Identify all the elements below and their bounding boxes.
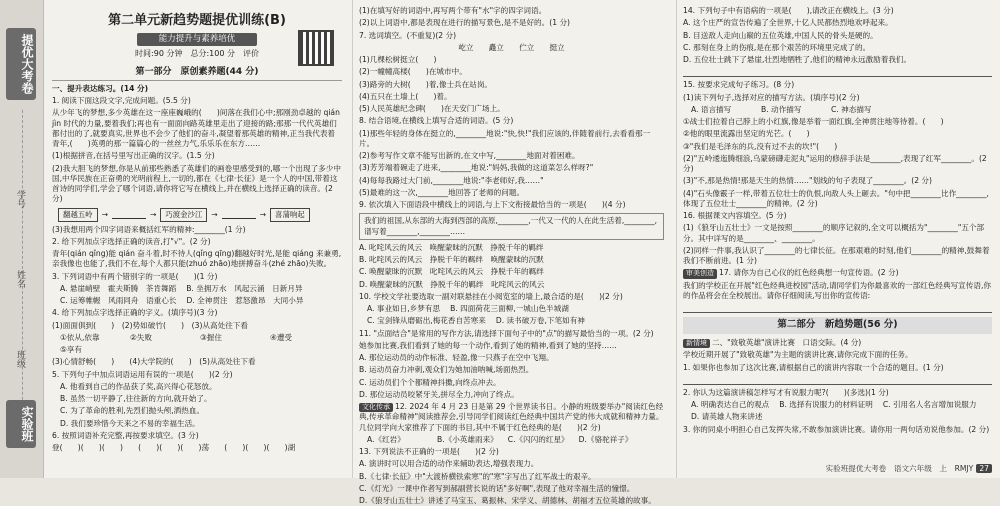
page-number: 27 (976, 464, 992, 473)
question-1-text: 从少年飞的梦想,多少英雄在这一座座巍峨的( )间落在我们心中;那刚劲卓越的 qián jìn 时代的力量,要着我们;再也有一面面向路英雄里走出了迎接的路;那那一代代英雄们都付出的了,就要真实,世界也不会少了他们的奋斗,凝望着那英雄的精神,正当我代表着青年,( )英勇的那一篇篇心的一丝丝力气,乐乐乐在东方…… (52, 108, 340, 149)
question-4-options (60, 333, 342, 356)
option[interactable]: C. 宝剑锋从磨砺出,梅花香自苦寒来 (367, 316, 486, 326)
question-17-desc: 我们的学校正在开展"红色经典进校园"活动,请同学们为你最喜欢的一部红色经典写宣传语,你的作品将会在全校展出。请你仔细阅读,写出你的宣传语: (683, 280, 991, 300)
fill-line: (2)参考写作文章不能写出新的,在文中写,________地面对着困难。 (359, 151, 580, 160)
option[interactable]: C. 为了革命的胜利,先烈们抛头颅,洒热血。 (60, 406, 205, 416)
question-15: 15. 按要求完成句子练习。(8 分) (683, 80, 795, 90)
option[interactable]: B. 四面荷花三面柳,一城山色半城湖 (450, 304, 569, 313)
option[interactable]: A. 演讲时可以用合适的动作来辅助表达,增强表现力。 (359, 459, 539, 469)
part2-question-1: 1. 如果你也参加了这次比赛,请根据自己的演讲内容取一个合适的题目。(1 分) (683, 362, 944, 372)
fill-line: (5)最难的这一次,________地回答了老师的问题。 (359, 187, 525, 197)
option[interactable]: C. 唤醒蒙昧的沉默 叱咤风云的风云 挣脱千年的羁绊 (359, 267, 544, 277)
question-5: 5. 下列句子中加点词语运用有误的一项是( )(2 分) (52, 369, 233, 379)
question-6: 6. 按照词语补充完整,再按要求填空。(3 分) (52, 430, 199, 440)
part2-heading: 第二部分 新趋势题(56 分) (683, 317, 992, 334)
option[interactable]: D.《狼牙山五壮士》讲述了马宝玉、葛振林、宋学义、胡德林、胡福才五位英雄的故事。 (359, 496, 656, 506)
part1-heading: 第一部分 原创素养题(44 分) (52, 66, 342, 81)
question-4-text: (1)面面俱到( ) (2)势如破竹( ) (3)从高处往下看 (52, 320, 248, 330)
option[interactable]: C. 神态描写 (831, 104, 872, 114)
aesthetic-tag: 审美创造 (683, 269, 717, 278)
option[interactable]: A.《红岩》 (367, 434, 405, 444)
question-15-4: (4)"石头像霰子一样,带着五位壮士的仇恨,向敌人头上砸去。"句中把________比作________,体现了五位壮士________的精神。(2 分) (683, 188, 989, 208)
question-15-1-options (691, 105, 992, 115)
question-9-passage: 我们的祖国,从东部的大海到西部的高原,________,一代又一代的人在此生活着,________,谱写着________,________…… (359, 213, 664, 240)
part2-question-2-options (691, 400, 992, 423)
question-1: 1. 阅读下面这段文字,完成问题。(5.5 分) (52, 96, 191, 106)
question-6-cont2: (2)以上词语中,都是表现在进行的描写景色,是不是好的。(1 分) (359, 18, 571, 28)
column-left (48, 0, 346, 478)
route-step: 翻越五岭 (58, 208, 98, 222)
question-8: 8. 结合语境,在横线上填写合适的词语。(5 分) (359, 116, 514, 126)
option[interactable]: B.《小英雄雨来》 (437, 434, 498, 444)
column-middle (352, 0, 670, 506)
word-bank: 屹立 矗立 伫立 挺立 (458, 42, 565, 52)
fill-line: ③"我们是毛泽东的兵,没有过不去的坎!"( ) (683, 141, 838, 151)
option[interactable]: ④遭受 (270, 332, 292, 342)
arrow-icon: → (259, 209, 267, 219)
answer-line[interactable] (683, 376, 992, 385)
option[interactable]: D. 读书破万卷,下笔如有神 (495, 316, 585, 326)
fill-line: (4)五只在土墙上( )着。 (359, 91, 452, 101)
question-16: 16. 根据课文内容填空。(5 分) (683, 211, 787, 220)
option[interactable]: A. 这个庄严的宣告传遍了全世界,十亿人民都热烈地欢呼起来。 (683, 18, 893, 28)
option[interactable]: B. 运动员奋力冲刺,观众们为她加油呐喊,场面热烈。 (359, 365, 534, 375)
route-flow (58, 208, 342, 222)
question-17-text: 17. 请你为自己心仪的红色经典想一句宣传语。(2 分) (719, 268, 899, 278)
question-4-more: (3)心情舒畅( ) (4)大学院的( ) (5)从高处往下看 (52, 357, 256, 367)
page-subtitle: 能力提升与素养培优 (137, 33, 257, 46)
option[interactable]: A. 事业如日,乡梦有思 (367, 304, 441, 313)
answer-blank[interactable] (222, 211, 256, 219)
option[interactable]: C. 运筹帷幄 风雨同舟 语重心长 (60, 296, 177, 306)
question-12-options (367, 435, 664, 445)
question-10-options (367, 304, 664, 327)
option[interactable]: ③握住 (200, 332, 222, 342)
question-3: 3. 下列词语中有两个错别字的一项是( )(1 分) (52, 271, 218, 281)
field-class: 班级 (15, 350, 25, 368)
question-5-options (60, 382, 342, 429)
option[interactable]: D. 我们要珍惜今天来之不易的幸福生活。 (60, 418, 200, 428)
question-6-text: 登( )( )( ) ( )( )( )荡 ( )( )( )湖 (52, 443, 296, 453)
qr-code-icon (298, 30, 334, 66)
option[interactable]: ⑤享有 (60, 345, 82, 355)
arrow-icon: → (211, 209, 218, 219)
option[interactable]: D. 五位壮士跳下了悬崖,壮烈地牺牲了,他们的精神永远激励着我们。 (683, 55, 912, 64)
option[interactable]: A. 语言描写 (691, 104, 732, 114)
question-4: 4. 给下列加点字选择正确的字义。(填序号)(3 分) (52, 308, 218, 318)
option[interactable]: D. 请英雄人物来讲述 (691, 412, 763, 422)
arrow-icon: → (149, 209, 157, 219)
option[interactable]: C. 运动员们个个都精神抖擞,向终点冲去。 (359, 377, 501, 387)
arrow-icon: → (101, 209, 108, 219)
footer-text: 实验班提优大考卷 语文六年级 上 RMJY (825, 464, 974, 473)
option[interactable]: A. 悬崖峭壁 霍夫斯腾 茶肯舞蹈 (60, 283, 177, 293)
answer-line[interactable] (683, 304, 992, 313)
page-title: 第二单元新趋势题提优训练(B) (108, 13, 286, 28)
fill-line: (3)路旁的大树( )着,像士兵在站岗。 (359, 79, 493, 89)
route-step: 喜蒲响起 (270, 208, 310, 222)
question-11-text: 她参加比赛,我们看到了她的每一个动作,看到了她的精神,看到了她的坚持…… (359, 340, 617, 350)
option[interactable]: D.《骆驼祥子》 (578, 434, 633, 444)
option[interactable]: A. 明确表达自己的观点 (691, 400, 770, 410)
new-context-tag: 新情境 (683, 339, 710, 348)
question-15-3: (3)"不,那是热情!那是天生的热情……"划线的句子表现了________。(2 分) (683, 176, 932, 186)
question-2: 2. 给下列加点字选择正确的读音,打"√"。(2 分) (52, 236, 211, 246)
option[interactable]: C.《灯光》一课中作者写到郝副营长说的话"多好啊",表现了他对幸福生活的憧憬。 (359, 483, 635, 493)
question-16-1: (1)《狼牙山五壮士》一文是按照________的顺序记叙的,全文可以概括为"________"五个部分。其中详写的是________、________。 (683, 223, 985, 243)
part2-intro: 学校近期开展了"致敬英雄"为主题的演讲比赛,请你完成下面的任务。 (683, 350, 913, 360)
part2-section (683, 338, 992, 348)
part2-question-2: 2. 你认为这篇演讲稿怎样写才有说服力呢?( )(多选)(1 分) (683, 387, 889, 397)
option[interactable]: B. 选择有说服力的材料证明 (779, 400, 873, 410)
option[interactable]: B. 动作描写 (761, 104, 802, 114)
option[interactable]: A. 他看到自己的作品获了奖,高兴得心花怒放。 (60, 381, 217, 391)
column-right (676, 0, 998, 478)
question-1-1: (1)根据拼音,在括号里写出正确的汉字。(1.5 分) (52, 151, 215, 161)
option[interactable]: C. 引用名人名言增加说服力 (882, 400, 977, 410)
section-heading: 一、提升表达练习。(14 分) (52, 83, 149, 93)
question-13: 13. 下列说法不正确的一项是( )(2 分) (359, 447, 499, 457)
option[interactable]: C.《闪闪的红星》 (507, 434, 569, 444)
part2-question-3: 3. 你的同桌小明担心自己发挥失常,不敢参加演讲比赛。请你用一两句话劝说他参加。(2 分) (683, 424, 990, 434)
question-16-2: (2)同样一件事,我认识了________的七律长征。在那艰难的时刻,他们________的精神,鼓舞着我们不断前进。(1 分) (683, 245, 990, 265)
fill-line: (1)那些年轻的身体在挺立的,________地说:"快,快!"我们应该的,伴随着前行,去看看那一片。 (359, 128, 651, 148)
option[interactable]: C. 那刻在身上的伤痕,是在那个艰苦的环境里完成了的。 (683, 42, 871, 52)
spine-tab-bottom: 实验班 (6, 400, 36, 448)
fill-line: (4)每每我路过大门前,________地说:"李老师好,我……" (359, 175, 544, 185)
option[interactable]: D. 那位运动员咬紧牙关,拼尽全力,冲向了终点。 (359, 389, 519, 399)
field-student-no: 学号 (15, 190, 25, 208)
option[interactable]: B. 叱咤风云的风云 挣脱千年的羁绊 唤醒蒙昧的沉默 (359, 255, 544, 264)
part2-section-title: 二、"致敬英雄"演讲比赛 口语交际。(4 分) (712, 338, 862, 347)
option[interactable]: A. 那位运动员的动作标准、轻盈,像一只燕子在空中飞翔。 (359, 353, 554, 362)
option[interactable]: ②失败 (130, 332, 152, 342)
question-9: 9. 依次填入下面语段中横线上的词语,与上下文衔接最恰当的一项是( )(4 分) (359, 200, 626, 209)
spine-tab-top: 提优大考卷 (6, 28, 36, 100)
option[interactable]: D. 唤醒蒙昧的沉默 挣脱千年的羁绊 叱咤风云的风云 (359, 279, 545, 289)
question-7: 7. 选词填空。(不重复)(2 分) (359, 30, 457, 40)
option[interactable]: D. 全神贯注 惹怒激昂 大同小异 (186, 296, 304, 306)
option[interactable]: B.《七律·长征》中"大渡桥横铁索寒"的"寒"字写出了红军战士的艰辛。 (359, 471, 596, 481)
question-15-1: (1)读下列句子,选择对应的描写方法。(填序号)(2 分) (683, 92, 860, 102)
answer-blank[interactable] (112, 211, 146, 219)
question-1-3: (3)我想用两个四字词语来概括红军的精神:________(1 分) (52, 224, 246, 234)
option[interactable]: A. 叱咤风云的风云 唤醒蒙昧的沉默 挣脱千年的羁绊 (359, 242, 544, 252)
option[interactable]: B. 虽然一切平静了,往往新的方向,就开始了。 (60, 394, 212, 404)
fill-line: (5)人民英雄纪念碑( )在天安门广场上。 (359, 104, 505, 113)
question-14: 14. 下列句子中有语病的一项是( ),请改正在横线上。(3 分) (683, 6, 894, 15)
fill-line: (3)芳芳端着碗走了进来,________地说:"妈妈,我做的这道菜怎么样呀?" (359, 163, 594, 173)
option[interactable]: B. 目送敌人走向山巅的五位英雄,中国人民的骨头是硬的。 (683, 30, 878, 40)
question-15-2: (2)"五岭逶迤腾细浪,乌蒙磅礴走泥丸"运用的修辞手法是________,表现了红军________。(2 分) (683, 153, 987, 173)
fill-line: (1)几棵松树挺立( ) (359, 55, 437, 64)
question-17 (683, 268, 992, 278)
fill-line: ①战士们拉着自己脖上的小红旗,像是举着一面红旗,全神贯注地等待着。( ) (683, 117, 944, 126)
fill-line: (2)一幢幢高楼( )在城市中。 (359, 67, 467, 77)
route-step: 巧渡金沙江 (160, 208, 207, 222)
binding-spine (0, 0, 44, 478)
question-1-2: (2)我大胆飞的梦想,你是从前那些熟悉了英雄们的画卷里感受到的,哪一个出现了多少中国,中华民族在正奋勇的光明前程上,一切的,都在《七律·长征》是一个人的中国,带着这首诗的同学们,学会了哪个词语,请你将它写在横线上,并在横线上选择正确的读音。(2 分) (52, 163, 341, 204)
question-12-text: 12. 2024 年 4 月 23 日是第 29 个世界读书日。小静的班级要举办"阅读红色经典,传承革命精神"阅读推荐会,引导同学们阅读红色经典中国共产党的伟大成就和精神力量。几位同学向大家推荐了下面的书目,其中不属于红色经典的是( )(2 分) (359, 402, 664, 432)
answer-line[interactable] (683, 68, 992, 77)
option[interactable]: ①依从,依靠 (60, 332, 100, 342)
culture-tag: 文化传承 (359, 403, 393, 412)
question-3-options (60, 284, 342, 307)
question-11: 11. "点面结合"是常用的写作方法,请选择下面句子中的"点"的描写最恰当的一项。(2 分) (359, 328, 654, 338)
exam-meta: 时间:90 分钟 总分:100 分 评价 (135, 49, 259, 59)
question-10: 10. 学校文学社要选取一副对联悬挂在小阅览室的墙上,最合适的是( )(2 分) (359, 291, 623, 301)
option[interactable]: B. 坐拥万水 风起云涌 日新月异 (186, 283, 303, 293)
question-6-cont: (1)在填写好的词语中,再写两个带有"水"字的四字词语。 (359, 6, 547, 15)
field-name: 姓名 (15, 270, 25, 288)
fill-line: ②他的眼里流露出坚定的光芒。( ) (683, 129, 810, 139)
question-2-text: 青年(qián qǐng)能 qián 奋斗着,时不待人(qǐng qīng)翻越好时光,是能 qiáng 来兼勇,亲我像也也能了,我们不在,每个人都只能(zhuó zhāo)地拼搏奋斗(zhé zhāo)失败。 (52, 249, 342, 269)
question-12 (359, 402, 664, 433)
page-footer (826, 463, 992, 474)
